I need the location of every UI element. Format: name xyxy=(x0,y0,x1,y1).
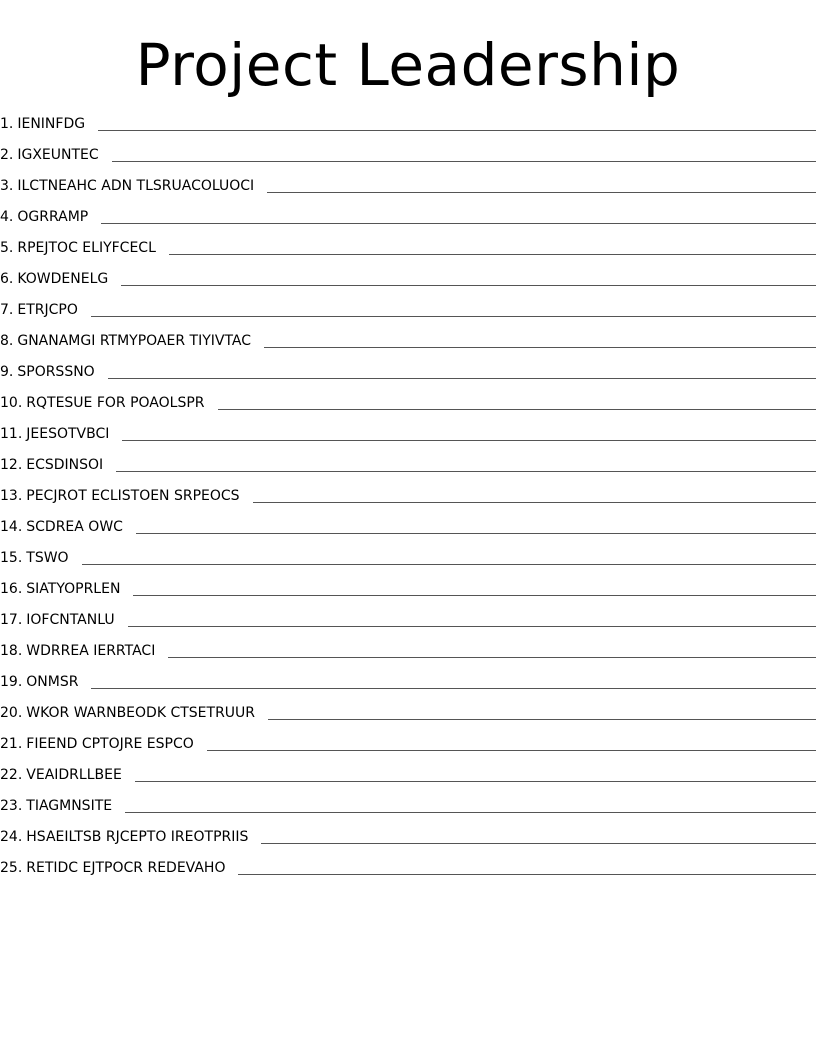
list-item xyxy=(0,604,816,635)
scrambled-word: SPORSSNO xyxy=(17,363,95,380)
scrambled-word: ONMSR xyxy=(26,673,79,690)
answer-line[interactable] xyxy=(253,502,816,503)
list-item xyxy=(0,263,816,294)
scrambled-word: IOFCNTANLU xyxy=(26,611,115,628)
item-number: 8. xyxy=(0,332,14,349)
scrambled-word: SCDREA OWC xyxy=(26,518,123,535)
item-number: 5. xyxy=(0,239,14,256)
scrambled-word: RETIDC EJTPOCR REDEVAHO xyxy=(26,859,226,876)
answer-line[interactable] xyxy=(116,471,816,472)
answer-line[interactable] xyxy=(135,781,816,782)
scrambled-word: VEAIDRLLBEE xyxy=(26,766,122,783)
list-item xyxy=(0,387,816,418)
list-item xyxy=(0,294,816,325)
scrambled-word: WDRREA IERRTACI xyxy=(26,642,156,659)
answer-line[interactable] xyxy=(168,657,816,658)
answer-line[interactable] xyxy=(218,409,816,410)
item-number: 18. xyxy=(0,642,23,659)
answer-line[interactable] xyxy=(112,161,816,162)
item-number: 23. xyxy=(0,797,23,814)
list-item xyxy=(0,480,816,511)
answer-line[interactable] xyxy=(121,285,816,286)
answer-line[interactable] xyxy=(207,750,816,751)
scrambled-word: ECSDINSOI xyxy=(26,456,104,473)
answer-line[interactable] xyxy=(264,347,816,348)
answer-line[interactable] xyxy=(125,812,816,813)
list-item xyxy=(0,201,816,232)
list-item xyxy=(0,449,816,480)
answer-line[interactable] xyxy=(91,688,816,689)
scrambled-word: WKOR WARNBEODK CTSETRUUR xyxy=(26,704,256,721)
item-number: 12. xyxy=(0,456,23,473)
item-number: 25. xyxy=(0,859,23,876)
scrambled-word: KOWDENELG xyxy=(17,270,109,287)
list-item xyxy=(0,666,816,697)
answer-line[interactable] xyxy=(108,378,816,379)
list-item xyxy=(0,325,816,356)
item-number: 17. xyxy=(0,611,23,628)
answer-line[interactable] xyxy=(128,626,816,627)
item-number: 20. xyxy=(0,704,23,721)
answer-line[interactable] xyxy=(267,192,816,193)
answer-line[interactable] xyxy=(122,440,816,441)
scrambled-word: FIEEND CPTOJRE ESPCO xyxy=(26,735,194,752)
answer-line[interactable] xyxy=(261,843,816,844)
item-number: 19. xyxy=(0,673,23,690)
scrambled-word: PECJROT ECLISTOEN SRPEOCS xyxy=(26,487,240,504)
list-item xyxy=(0,511,816,542)
item-number: 15. xyxy=(0,549,23,566)
answer-line[interactable] xyxy=(136,533,816,534)
item-number: 11. xyxy=(0,425,23,442)
list-item xyxy=(0,759,816,790)
answer-line[interactable] xyxy=(268,719,816,720)
answer-line[interactable] xyxy=(133,595,816,596)
list-item xyxy=(0,573,816,604)
scrambled-word: TSWO xyxy=(26,549,69,566)
scrambled-word: ILCTNEAHC ADN TLSRUACOLUOCI xyxy=(17,177,255,194)
answer-line[interactable] xyxy=(98,130,816,131)
answer-line[interactable] xyxy=(238,874,816,875)
item-number: 6. xyxy=(0,270,14,287)
list-item xyxy=(0,852,816,883)
scrambled-word: JEESOTVBCI xyxy=(26,425,110,442)
item-number: 4. xyxy=(0,208,14,225)
item-number: 3. xyxy=(0,177,14,194)
scrambled-word: SIATYOPRLEN xyxy=(26,580,121,597)
list-item xyxy=(0,356,816,387)
scrambled-word: HSAEILTSB RJCEPTO IREOTPRIIS xyxy=(26,828,249,845)
scrambled-word: RPEJTOC ELIYFCECL xyxy=(17,239,156,256)
list-item xyxy=(0,139,816,170)
list-item xyxy=(0,728,816,759)
list-item xyxy=(0,821,816,852)
item-number: 16. xyxy=(0,580,23,597)
item-number: 24. xyxy=(0,828,23,845)
list-item xyxy=(0,170,816,201)
scrambled-word: ETRJCPO xyxy=(17,301,78,318)
item-number: 14. xyxy=(0,518,23,535)
scrambled-word: OGRRAMP xyxy=(17,208,89,225)
scrambled-word: TIAGMNSITE xyxy=(26,797,113,814)
item-number: 22. xyxy=(0,766,23,783)
scramble-list xyxy=(0,108,816,883)
item-number: 21. xyxy=(0,735,23,752)
answer-line[interactable] xyxy=(91,316,816,317)
scrambled-word: IENINFDG xyxy=(17,115,86,132)
list-item xyxy=(0,697,816,728)
item-number: 7. xyxy=(0,301,14,318)
scrambled-word: RQTESUE FOR POAOLSPR xyxy=(26,394,205,411)
list-item xyxy=(0,790,816,821)
list-item xyxy=(0,418,816,449)
item-number: 10. xyxy=(0,394,23,411)
list-item xyxy=(0,635,816,666)
list-item xyxy=(0,108,816,139)
item-number: 1. xyxy=(0,115,14,132)
list-item xyxy=(0,232,816,263)
answer-line[interactable] xyxy=(169,254,816,255)
answer-line[interactable] xyxy=(101,223,816,224)
scrambled-word: GNANAMGI RTMYPOAER TIYIVTAC xyxy=(17,332,252,349)
item-number: 13. xyxy=(0,487,23,504)
answer-line[interactable] xyxy=(82,564,816,565)
item-number: 2. xyxy=(0,146,14,163)
item-number: 9. xyxy=(0,363,14,380)
page-title: Project Leadership xyxy=(135,31,681,99)
list-item xyxy=(0,542,816,573)
scrambled-word: IGXEUNTEC xyxy=(17,146,99,163)
